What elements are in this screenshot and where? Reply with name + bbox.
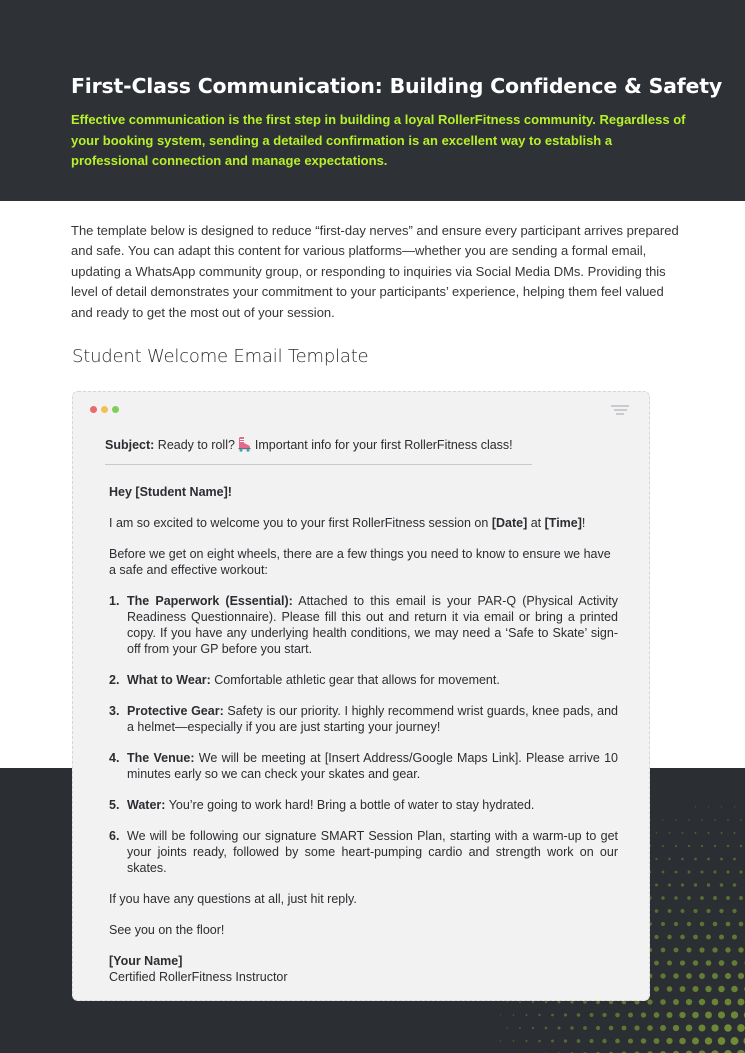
list-item-text: Safety is our priority. I highly recommend wrist guards, knee pads, and a helmet—especially if you are just starting your journey! (127, 704, 618, 734)
halftone-dot (647, 999, 652, 1004)
halftone-dot (590, 1013, 594, 1017)
halftone-dot (682, 832, 684, 834)
halftone-dot (577, 1039, 581, 1043)
halftone-dot (674, 922, 678, 926)
halftone-dot (596, 1026, 600, 1030)
subject-text-end: Important info for your first RollerFitness class! (254, 438, 513, 452)
halftone-dot (740, 819, 742, 821)
halftone-dot (738, 973, 744, 979)
list-item (109, 750, 618, 782)
halftone-dot (718, 986, 724, 992)
halftone-dot (713, 896, 717, 900)
halftone-dot (675, 819, 676, 820)
halftone-dot (695, 806, 696, 807)
list-item-label: What to Wear: (127, 673, 211, 687)
halftone-dot (707, 858, 710, 861)
halftone-dot (693, 935, 698, 940)
intro-list-paragraph: Before we get on eight wheels, there are a few things you need to know to ensure we have a safe and effective workout: (109, 547, 611, 577)
list-item (109, 797, 618, 813)
halftone-dot (686, 1025, 693, 1032)
halftone-dot (731, 986, 738, 993)
halftone-dot (519, 1001, 521, 1003)
halftone-dot (686, 999, 692, 1005)
halftone-dot (513, 1014, 515, 1016)
halftone-dot (733, 858, 736, 861)
halftone-dot (660, 973, 665, 978)
halftone-dot (500, 1014, 501, 1015)
halftone-dot (506, 1027, 508, 1029)
halftone-dot (532, 1027, 534, 1029)
halftone-dot (688, 871, 691, 874)
halftone-dot (694, 883, 697, 886)
halftone-dot (667, 960, 672, 965)
halftone-dot (506, 1001, 507, 1002)
halftone-dot (692, 986, 698, 992)
halftone-dot (602, 1013, 606, 1017)
halftone-dot (661, 922, 665, 926)
halftone-dot (622, 1026, 627, 1031)
halftone-dot (738, 999, 745, 1006)
signature-name: [Your Name] (109, 954, 183, 968)
halftone-dot (654, 961, 659, 966)
halftone-dot (705, 986, 711, 992)
halftone-dot (693, 909, 697, 913)
halftone-dot (688, 819, 690, 821)
halftone-dot (545, 1001, 548, 1004)
halftone-dot (693, 960, 698, 965)
halftone-dot (628, 1038, 633, 1043)
checklist (109, 593, 618, 876)
maximize-dot-icon (112, 406, 119, 413)
halftone-dot (695, 832, 697, 834)
minimize-dot-icon (101, 406, 108, 413)
section-title: Student Welcome Email Template (72, 346, 369, 367)
halftone-dot (712, 973, 718, 979)
halftone-dot (628, 1013, 633, 1018)
halftone-dot (721, 806, 722, 807)
halftone-dot (662, 871, 665, 874)
halftone-dot (680, 960, 685, 965)
halftone-dot (733, 883, 737, 887)
halftone-dot (675, 871, 678, 874)
page-subtitle: Effective communication is the first step in building a loyal RollerFitness community. Regardless of your booking system, sending a detailed confirmation is an excellent way to establish a professional connection and manage expectations. (71, 112, 686, 168)
halftone-dot (725, 973, 731, 979)
halftone-dot (641, 1038, 646, 1043)
halftone-dot (590, 1039, 594, 1043)
halftone-dot (570, 1026, 573, 1029)
halftone-dot (706, 960, 712, 966)
halftone-dot (641, 1012, 646, 1017)
halftone-dot (720, 883, 724, 887)
list-item-text: You’re going to work hard! Bring a bottle of water to stay hydrated. (168, 798, 535, 812)
window-controls (90, 406, 119, 413)
halftone-dot (660, 999, 666, 1005)
halftone-dot (674, 896, 678, 900)
halftone-dot (714, 819, 716, 821)
halftone-dot (727, 819, 729, 821)
halftone-dot (655, 884, 658, 887)
subject-text-start: Ready to roll? (157, 438, 235, 452)
halftone-dot (667, 935, 671, 939)
halftone-dot (706, 935, 711, 940)
halftone-dot (666, 1038, 672, 1044)
halftone-dot (681, 909, 685, 913)
halftone-dot (680, 935, 685, 940)
halftone-dot (681, 858, 684, 861)
halftone-dot (724, 1024, 732, 1032)
halftone-dot (551, 1014, 554, 1017)
halftone-dot (687, 896, 691, 900)
halftone-dot (700, 922, 705, 927)
list-item-number: 2. (109, 673, 120, 687)
halftone-dot (615, 1039, 620, 1044)
halftone-dot (732, 960, 738, 966)
halftone-dot (707, 883, 710, 886)
list-item-text: We will be meeting at [Insert Address/Google Maps Link]. Please arrive 10 minutes early so we can check your skates and gear. (127, 751, 618, 781)
signature-block (109, 953, 618, 985)
halftone-dot (564, 1039, 567, 1042)
halftone-dot (687, 922, 691, 926)
halftone-dot (711, 1024, 718, 1031)
halftone-dot (725, 999, 732, 1006)
email-greeting: Hey [Student Name]! (109, 485, 232, 499)
halftone-dot (557, 1026, 560, 1029)
halftone-dot (538, 1040, 541, 1043)
halftone-dot (679, 1038, 686, 1045)
halftone-dot (699, 999, 706, 1006)
halftone-dot (692, 1038, 699, 1045)
closing-questions: If you have any questions at all, just hit reply. (109, 892, 357, 906)
halftone-dot (647, 1025, 653, 1031)
list-item (109, 828, 618, 876)
halftone-dot (694, 858, 697, 861)
halftone-dot (713, 870, 716, 873)
list-item-number: 3. (109, 704, 120, 718)
halftone-dot (688, 845, 690, 847)
halftone-dot (731, 1011, 738, 1018)
halftone-dot (707, 832, 709, 834)
halftone-dot (545, 1027, 548, 1030)
halftone-dot (692, 1012, 699, 1019)
header-banner (0, 0, 745, 201)
email-body (109, 484, 618, 985)
halftone-dot (655, 858, 657, 860)
halftone-dot (739, 922, 744, 927)
halftone-dot (712, 999, 719, 1006)
date-placeholder: [Date] (491, 516, 528, 530)
halftone-dot (500, 1040, 501, 1041)
halftone-dot (654, 1038, 660, 1044)
halftone-dot (673, 1025, 679, 1031)
page-title: First-Class Communication: Building Confidence & Safety (71, 74, 722, 98)
close-dot-icon (90, 406, 97, 413)
halftone-dot (662, 845, 664, 847)
halftone-dot (699, 947, 704, 952)
time-placeholder: [Time] (544, 516, 582, 530)
halftone-dot (686, 973, 692, 979)
halftone-dot (740, 845, 742, 847)
welcome-end: ! (581, 516, 586, 530)
halftone-dot (700, 870, 703, 873)
halftone-dot (718, 1037, 726, 1045)
closing-see-you: See you on the floor! (109, 923, 225, 937)
halftone-dot (615, 1013, 620, 1018)
halftone-dot (705, 1037, 712, 1044)
halftone-dot (720, 832, 722, 834)
halftone-dot (551, 1040, 554, 1043)
filter-menu-icon[interactable] (611, 405, 629, 417)
halftone-dot (732, 909, 736, 913)
halftone-dot (739, 870, 742, 873)
halftone-dot (705, 1012, 712, 1019)
halftone-dot (673, 999, 679, 1005)
list-item-label: The Paperwork (Essential): (127, 594, 293, 608)
roller-skate-icon (236, 436, 252, 452)
subject-divider (105, 464, 532, 465)
halftone-dot (727, 845, 729, 847)
halftone-dot (661, 896, 664, 899)
list-item-number: 5. (109, 798, 120, 812)
halftone-dot (681, 883, 684, 886)
halftone-dot (734, 806, 735, 807)
halftone-dot (609, 1026, 614, 1031)
halftone-dot (725, 947, 730, 952)
halftone-dot (675, 845, 677, 847)
halftone-dot (713, 922, 718, 927)
halftone-dot (564, 1013, 567, 1016)
signature-title: Certified RollerFitness Instructor (109, 970, 288, 984)
halftone-dot (673, 973, 678, 978)
list-item-number: 1. (109, 594, 120, 608)
halftone-dot (667, 1012, 673, 1018)
list-item-text: We will be following our signature SMART Session Plan, starting with a warm-up to get your joints ready, followed by some heart-pumping cardio and strength work on our skates. (127, 829, 618, 875)
list-item-label: Protective Gear: (127, 704, 224, 718)
halftone-dot (668, 909, 672, 913)
halftone-dot (737, 1024, 745, 1032)
halftone-dot (680, 986, 686, 992)
halftone-dot (661, 948, 666, 953)
list-item-number: 4. (109, 751, 120, 765)
halftone-dot (714, 845, 716, 847)
halftone-dot (654, 1012, 660, 1018)
halftone-dot (667, 986, 673, 992)
halftone-dot (686, 947, 691, 952)
halftone-dot (525, 1014, 527, 1016)
halftone-dot (577, 1013, 581, 1017)
intro-paragraph: The template below is designed to reduce “first-day nerves” and ensure every participant arrives prepared and safe. You can adapt this content for various platforms—whether you are sending a formal email, updating a WhatsApp community group, or responding to inquiries via Social Media DMs. Providing this level of detail demonstrates your commitment to your participants’ experience, helping them feel valued and ready to get the most out of your session. (71, 223, 679, 320)
halftone-dot (719, 909, 723, 913)
halftone-dot (719, 960, 725, 966)
halftone-dot (660, 1025, 666, 1031)
halftone-dot (726, 870, 729, 873)
halftone-dot (519, 1027, 521, 1029)
halftone-dot (738, 947, 743, 952)
halftone-dot (708, 806, 709, 807)
list-item-label: Water: (127, 798, 166, 812)
halftone-dot (726, 896, 730, 900)
welcome-at-text: at (530, 516, 542, 530)
halftone-dot (513, 1040, 515, 1042)
halftone-dot (732, 934, 737, 939)
halftone-dot (699, 973, 705, 979)
halftone-dot (654, 935, 658, 939)
halftone-dot (662, 819, 663, 820)
subject-label: Subject: (105, 438, 155, 452)
halftone-dot (712, 947, 717, 952)
halftone-dot (532, 1001, 534, 1003)
halftone-dot (634, 1025, 639, 1030)
halftone-dot (733, 832, 735, 834)
halftone-dot (700, 896, 704, 900)
list-item (109, 703, 618, 735)
halftone-dot (655, 909, 659, 913)
halftone-dot (654, 986, 659, 991)
halftone-dot (739, 896, 743, 900)
list-item-text: Attached to this email is your PAR-Q (Physical Activity Readiness Questionnaire). Please fill this out and return it via email or bring a printed copy. If you have any underlying health conditions, we may need a ‘Safe to Skate’ sign-off from your GP before you start. (127, 594, 618, 656)
list-item-number: 6. (109, 829, 120, 843)
halftone-dot (731, 1037, 739, 1045)
halftone-dot (726, 922, 731, 927)
halftone-dot (720, 858, 723, 861)
list-item (109, 672, 618, 688)
list-item-text: Comfortable athletic gear that allows for movement. (214, 673, 500, 687)
halftone-dot (719, 934, 724, 939)
halftone-dot (668, 858, 670, 860)
halftone-dot (525, 1040, 527, 1042)
halftone-dot (538, 1014, 540, 1016)
halftone-dot (602, 1039, 606, 1043)
halftone-dot (718, 1011, 725, 1018)
halftone-dot (706, 909, 710, 913)
welcome-text: I am so excited to welcome you to your first RollerFitness session on (109, 516, 489, 530)
list-item (109, 593, 618, 657)
halftone-dot (583, 1026, 587, 1030)
welcome-paragraph (109, 515, 618, 531)
halftone-dot (679, 1012, 685, 1018)
email-template-card (72, 391, 650, 1001)
halftone-dot (669, 832, 671, 834)
halftone-dot (701, 819, 703, 821)
halftone-dot (668, 883, 671, 886)
email-subject-line (105, 436, 513, 452)
halftone-dot (699, 1025, 706, 1032)
halftone-dot (674, 948, 679, 953)
halftone-dot (701, 845, 703, 847)
halftone-dot (656, 832, 658, 834)
list-item-label: The Venue: (127, 751, 195, 765)
